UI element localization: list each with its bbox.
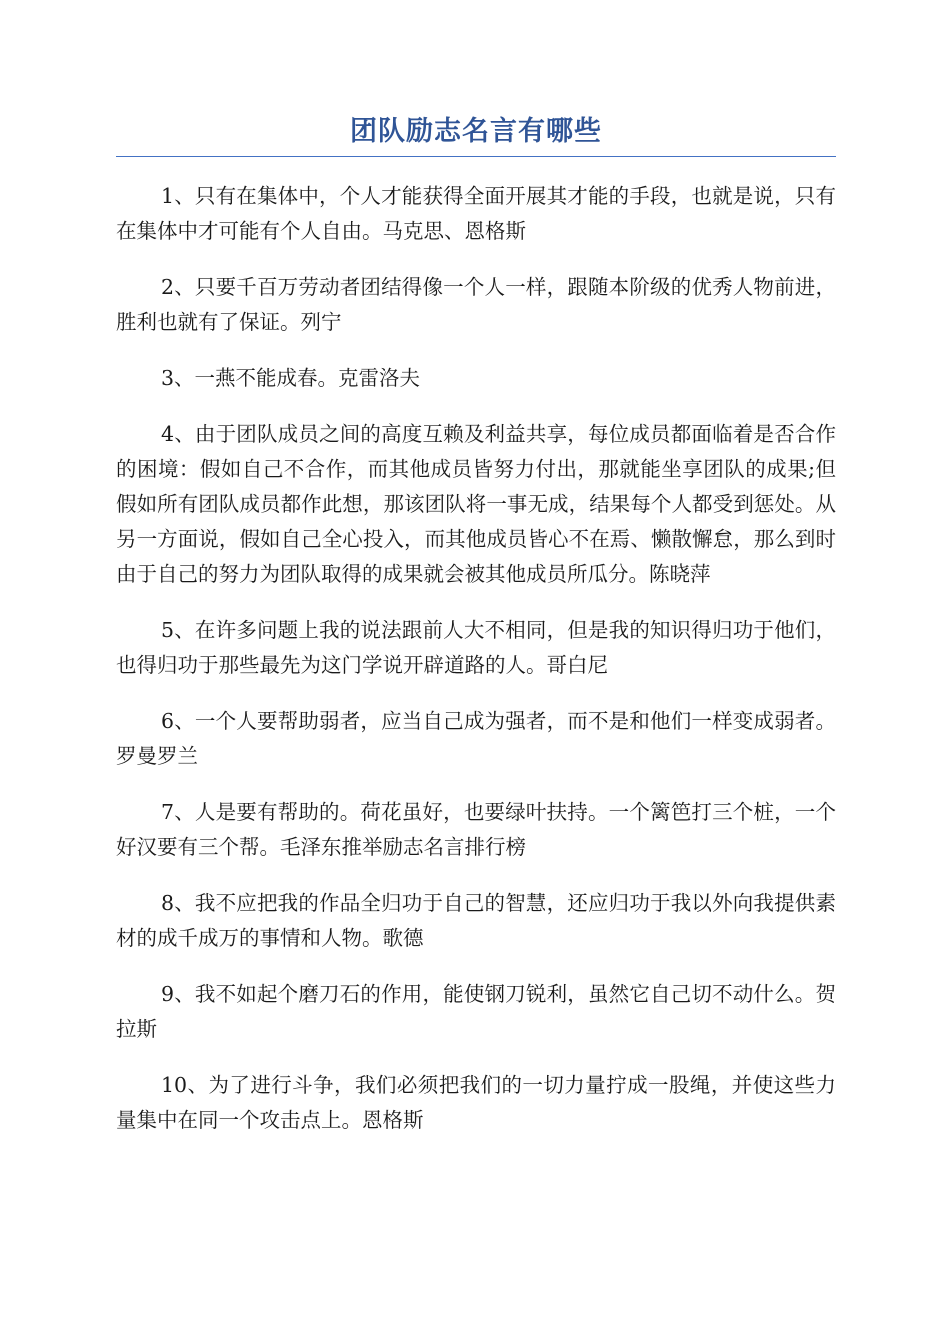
quote-item-2: 2、只要千百万劳动者团结得像一个人一样，跟随本阶级的优秀人物前进，胜利也就有了保证。列宁 [116, 275, 836, 334]
quote-item-8: 8、我不应把我的作品全归功于自己的智慧，还应归功于我以外向我提供素材的成千成万的事情和人物。歌德 [116, 891, 836, 950]
quote-item-9: 9、我不如起个磨刀石的作用，能使钢刀锐利，虽然它自己切不动什么。贺拉斯 [116, 982, 836, 1041]
quote-item-4: 4、由于团队成员之间的高度互赖及利益共享，每位成员都面临着是否合作的困境：假如自己不合作，而其他成员皆努力付出，那就能坐享团队的成果;但假如所有团队成员都作此想，那该团队将一事无成，结果每个人都受到惩处。从另一方面说，假如自己全心投入，而其他成员皆心不在焉、懒散懈怠，那么到时由于自己的努力为团队取得的成果就会被其他成员所瓜分。陈晓萍 [116, 422, 836, 586]
quote-item-10: 10、为了进行斗争，我们必须把我们的一切力量拧成一股绳，并使这些力量集中在同一个攻击点上。恩格斯 [116, 1073, 836, 1132]
quote-item-1: 1、只有在集体中，个人才能获得全面开展其才能的手段，也就是说，只有在集体中才可能有个人自由。马克思、恩格斯 [116, 184, 836, 243]
quote-item-7: 7、人是要有帮助的。荷花虽好，也要绿叶扶持。一个篱笆打三个桩，一个好汉要有三个帮。毛泽东推举励志名言排行榜 [116, 800, 836, 859]
quote-item-6: 6、一个人要帮助弱者，应当自己成为强者，而不是和他们一样变成弱者。罗曼罗兰 [116, 709, 836, 768]
document-page [116, 112, 836, 1159]
quote-item-3: 3、一燕不能成春。克雷洛夫 [161, 366, 421, 390]
quote-item-5: 5、在许多问题上我的说法跟前人大不相同，但是我的知识得归功于他们，也得归功于那些最先为这门学说开辟道路的人。哥白尼 [116, 618, 836, 677]
quote-list [116, 179, 836, 1138]
page-title: 团队励志名言有哪些 [116, 112, 836, 157]
